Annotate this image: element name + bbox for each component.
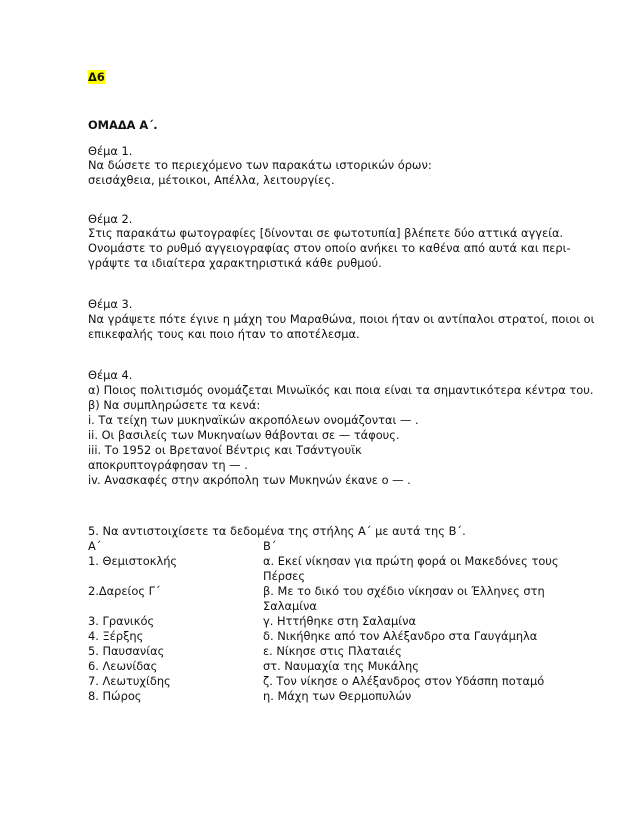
question-4-line: α) Ποιος πολιτισμός ονομάζεται Μινωϊκός και ποια είναι τα σημαντικότερα κέντρα του. bbox=[88, 383, 594, 397]
column-a-item: 2.Δαρείος Γ΄ bbox=[88, 584, 161, 598]
column-b-item: γ. Ηττήθηκε στη Σαλαμίνα bbox=[263, 614, 417, 628]
column-a-item: 6. Λεωνίδας bbox=[88, 659, 158, 673]
column-b-item: ε. Νίκησε στις Πλαταιές bbox=[263, 644, 402, 658]
column-a-header: Α΄ bbox=[88, 539, 102, 553]
question-3-line: επικεφαλής τους και ποιο ήταν το αποτέλεσμα. bbox=[88, 327, 360, 341]
column-b-item: στ. Ναυμαχία της Μυκάλης bbox=[263, 659, 419, 673]
column-b-item: η. Μάχη των Θερμοπυλών bbox=[263, 689, 412, 703]
column-b-item: Σαλαμίνα bbox=[263, 599, 317, 613]
question-1-line: σεισάχθεια, μέτοικοι, Απέλλα, λειτουργίες. bbox=[88, 173, 335, 187]
question-4-line: i. Τα τείχη των μυκηναϊκών ακροπόλεων ονομάζονται — . bbox=[88, 413, 419, 427]
group-heading: ΟΜΑΔΑ Α΄. bbox=[88, 118, 158, 132]
column-b-header: Β΄ bbox=[263, 539, 277, 553]
question-4-line: iii. Το 1952 οι Βρετανοί Βέντρις και Τσάντγουϊκ bbox=[88, 443, 362, 457]
column-b-item: β. Με το δικό του σχέδιο νίκησαν οι Έλληνες στη bbox=[263, 584, 545, 598]
column-a-item: 7. Λεωτυχίδης bbox=[88, 674, 171, 688]
column-b-item: α. Εκεί νίκησαν για πρώτη φορά οι Μακεδόνες τους bbox=[263, 554, 559, 568]
column-a-item: 8. Πώρος bbox=[88, 689, 142, 703]
question-4-line: ii. Οι βασιλείς των Μυκηναίων θάβονται σε — τάφους. bbox=[88, 428, 400, 442]
column-a-item: 5. Παυσανίας bbox=[88, 644, 165, 658]
question-4-line: iv. Ανασκαφές στην ακρόπολη των Μυκηνών έκανε ο — . bbox=[88, 473, 411, 487]
column-a-item: 4. Ξέρξης bbox=[88, 629, 144, 643]
document-title: Δ6 bbox=[88, 70, 105, 84]
question-2-line: γράψτε τα ιδιαίτερα χαρακτηριστικά κάθε ρυθμού. bbox=[88, 256, 382, 270]
question-1-title: Θέμα 1. bbox=[88, 144, 133, 158]
question-2-line: Στις παρακάτω φωτογραφίες [δίνονται σε φωτοτυπία] βλέπετε δύο αττικά αγγεία. bbox=[88, 226, 564, 240]
question-4-title: Θέμα 4. bbox=[88, 368, 133, 382]
question-4-line: β) Να συμπληρώσετε τα κενά: bbox=[88, 398, 261, 412]
question-5-title: 5. Να αντιστοιχίσετε τα δεδομένα της στήλης Α΄ με αυτά της Β΄. bbox=[88, 524, 466, 538]
question-4-line: αποκρυπτογράφησαν τη — . bbox=[88, 458, 248, 472]
column-a-item: 1. Θεμιστοκλής bbox=[88, 554, 178, 568]
question-3-title: Θέμα 3. bbox=[88, 297, 133, 311]
column-b-item: Πέρσες bbox=[263, 569, 306, 583]
column-b-item: ζ. Τον νίκησε ο Αλέξανδρος στον Υδάσπη ποταμό bbox=[263, 674, 545, 688]
question-2-line: Ονομάστε το ρυθμό αγγειογραφίας στον οποίο ανήκει το καθένα από αυτά και περι- bbox=[88, 241, 571, 255]
question-1-line: Να δώσετε το περιεχόμενο των παρακάτω ιστορικών όρων: bbox=[88, 158, 432, 172]
column-b-item: δ. Νικήθηκε από τον Αλέξανδρο στα Γαυγάμηλα bbox=[263, 629, 538, 643]
question-3-line: Να γράψετε πότε έγινε η μάχη του Μαραθώνα, ποιοι ήταν οι αντίπαλοι στρατοί, ποιοι οι bbox=[88, 312, 595, 326]
question-2-title: Θέμα 2. bbox=[88, 212, 133, 226]
column-a-item: 3. Γρανικός bbox=[88, 614, 155, 628]
